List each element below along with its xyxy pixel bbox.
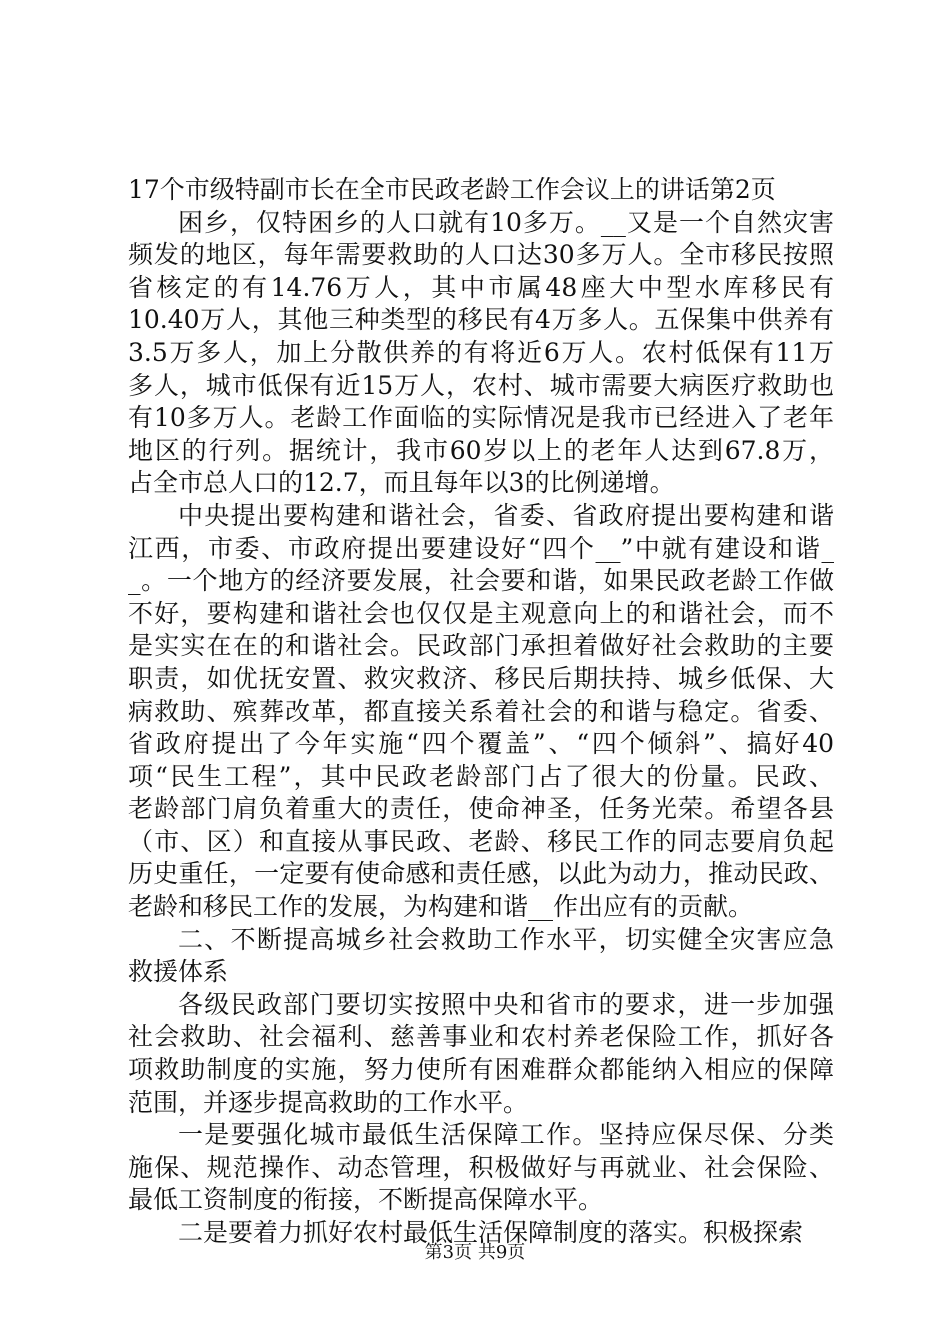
text-line: 社会救助、社会福利、慈善事业和农村养老保险工作，抓好各: [128, 1022, 834, 1052]
text-line: 江西，市委、市政府提出要建设好“四个__”中就有建设和谐_: [128, 533, 834, 563]
text-line: 中央提出要构建和谐社会，省委、省政府提出要构建和谐: [178, 500, 834, 530]
text-line: 历史重任，一定要有使命感和责任感，以此为动力，推动民政、: [128, 859, 834, 889]
document-body: [128, 174, 834, 1250]
text-line: 施保、规范操作、动态管理，积极做好与再就业、社会保险、: [128, 1152, 834, 1182]
text-line: _。一个地方的经济要发展，社会要和谐，如果民政老龄工作做: [128, 566, 834, 596]
section-heading: 救援体系: [128, 957, 229, 987]
section-heading: 二、不断提高城乡社会救助工作水平，切实健全灾害应急: [178, 924, 834, 954]
text-line: 项“民生工程”，其中民政老龄部门占了很大的份量。民政、: [128, 761, 834, 791]
text-line: 职责，如优抚安置、救灾救济、移民后期扶持、城乡低保、大: [128, 663, 834, 693]
text-line: 一是要强化城市最低生活保障工作。坚持应保尽保、分类: [178, 1120, 834, 1150]
text-line: 范围，并逐步提高救助的工作水平。: [128, 1087, 529, 1117]
text-line: 省核定的有14.76万人，其中市属48座大中型水库移民有: [128, 272, 834, 302]
text-line: 是实实在在的和谐社会。民政部门承担着做好社会救助的主要: [128, 631, 834, 661]
text-line: 最低工资制度的衔接，不断提高保障水平。: [128, 1185, 604, 1215]
text-line: 多人，城市低保有近15万人，农村、城市需要大病医疗救助也: [128, 370, 834, 400]
text-line: 频发的地区，每年需要救助的人口达30多万人。全市移民按照: [128, 240, 834, 270]
text-line: 病救助、殡葬改革，都直接关系着社会的和谐与稳定。省委、: [128, 696, 834, 726]
text-line: 困乡，仅特困乡的人口就有10多万。__又是一个自然灾害: [178, 207, 834, 237]
text-line: 各级民政部门要切实按照中央和省市的要求，进一步加强: [178, 989, 834, 1019]
text-line: 地区的行列。据统计，我市60岁以上的老年人达到67.8万，: [128, 435, 834, 465]
text-line: 项救助制度的实施，努力使所有困难群众都能纳入相应的保障: [128, 1055, 834, 1085]
text-line: 二是要着力抓好农村最低生活保障制度的落实。积极探索: [178, 1218, 804, 1247]
text-line: 老龄部门肩负着重大的责任，使命神圣，任务光荣。希望各县: [128, 794, 834, 824]
page-number-footer: 第3页 共9页: [424, 1242, 526, 1263]
text-line: （市、区）和直接从事民政、老龄、移民工作的同志要肩负起: [128, 826, 834, 856]
text-line: 老龄和移民工作的发展，为构建和谐__作出应有的贡献。: [128, 892, 754, 922]
text-line: 不好，要构建和谐社会也仅仅是主观意向上的和谐社会，而不: [128, 598, 834, 628]
text-line: 有10多万人。老龄工作面临的实际情况是我市已经进入了老年: [128, 403, 834, 433]
text-line: 3.5万多人，加上分散供养的有将近6万人。农村低保有11万: [128, 337, 834, 367]
text-line: 10.40万人，其他三种类型的移民有4万多人。五保集中供养有: [128, 305, 834, 335]
text-line: 省政府提出了今年实施“四个覆盖”、“四个倾斜”、搞好40: [128, 729, 834, 759]
text-line: 占全市总人口的12.7，而且每年以3的比例递增。: [128, 468, 675, 498]
document-title: 17个市级特副市长在全市民政老龄工作会议上的讲话第2页: [128, 175, 776, 204]
